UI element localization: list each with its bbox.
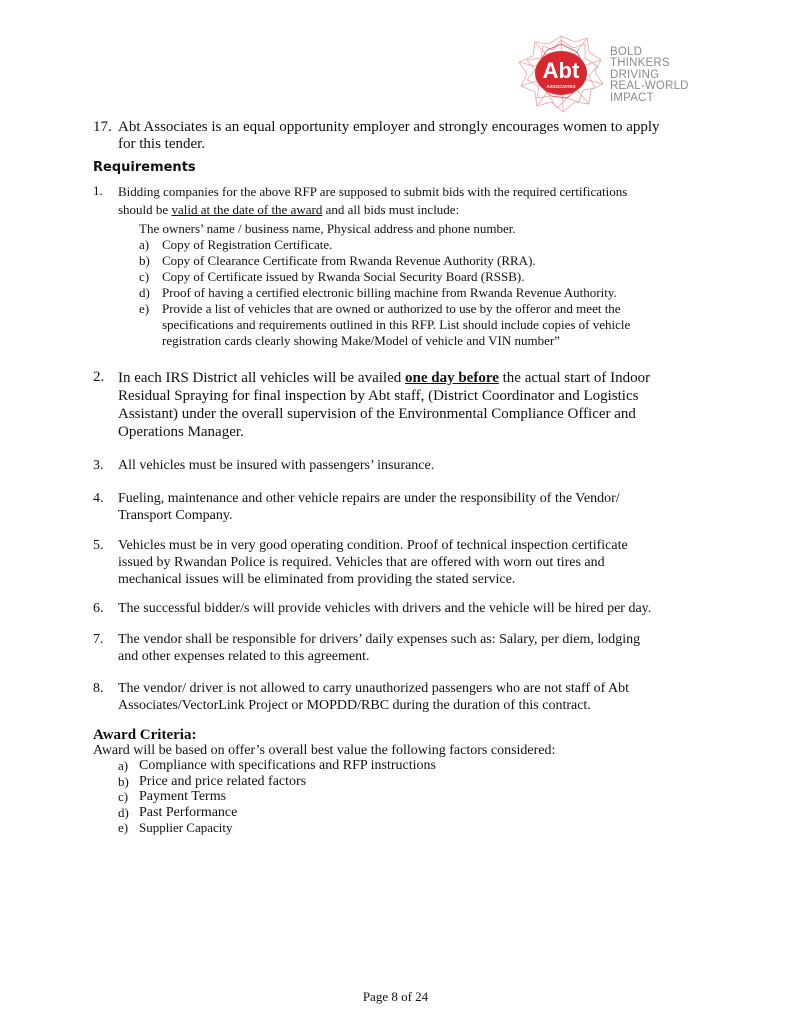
requirements-heading: Requirements [93,160,196,175]
item-number: 2. [93,369,105,385]
requirement-3-text: All vehicles must be insured with passengers’ insurance. [118,458,435,473]
requirement-1-text [118,183,627,219]
logo-subtext: ASSOCIATES [546,84,576,89]
text-line: Transport Company. [118,508,233,523]
requirement-1-subitem-texts [162,237,630,349]
requirement-6-text: The successful bidder/s will provide vehicles with drivers and the vehicle will be hired per day. [118,601,652,616]
text-line: Assistant) under the overall supervision of the Environmental Compliance Officer and [118,406,636,422]
text-line: Vehicles must be in very good operating condition. Proof of technical inspection certificate [118,538,628,553]
item-number: 1. [93,183,103,198]
award-intro: Award will be based on offer’s overall best value the following factors considered: [93,743,556,758]
text-span: and all bids must include: [322,202,460,217]
text-line: Abt Associates is an equal opportunity employer and strongly encourages women to apply [118,119,660,135]
text-line: Operations Manager. [118,424,244,440]
award-criteria-heading: Award Criteria: [93,727,197,743]
criteria-letter: a) [118,758,129,773]
text-line: The vendor/ driver is not allowed to carry unauthorized passengers who are not staff of Abt [118,681,629,696]
underlined-text: valid at the date of the award [171,202,323,217]
subitem-letter: b) [139,253,150,268]
item-number: 3. [93,458,104,473]
logo-text: Abt [542,58,580,83]
subitem-text: specifications and requirements outlined in this RFP. List should include copies of vehicle [162,317,631,332]
item-number: 6. [93,601,104,616]
requirement-8-text [118,680,629,714]
text-line [118,369,650,387]
tagline-line: THINKERS [610,57,670,70]
emphasis-text: one day before [405,370,499,386]
text-span: In each IRS District all vehicles will be availed [118,370,405,386]
criteria-text: Payment Terms [139,789,227,804]
criteria-text: Compliance with specifications and RFP instructions [139,758,436,773]
item-number: 5. [93,538,104,553]
owners-line: The owners’ name / business name, Physical address and phone number. [139,221,516,236]
item-number: 4. [93,491,104,506]
subitem-letter: d) [139,285,150,300]
subitem-text: Provide a list of vehicles that are owned or authorized to use by the offeror and meet the [162,301,621,316]
criteria-letter: d) [118,804,129,820]
item-number: 7. [93,632,104,647]
criteria-text: Price and price related factors [139,773,307,789]
page-number: Page 8 of 24 [362,989,429,1004]
criteria-text: Past Performance [139,804,238,820]
text-line [118,201,627,219]
item-17-text [118,119,660,153]
item-number: 8. [93,681,104,696]
text-line: The vendor shall be responsible for drivers’ daily expenses such as: Salary, per diem, lodging [118,632,641,647]
award-criteria-texts [139,758,436,836]
subitem-letter: a) [139,237,150,252]
criteria-text: Supplier Capacity [139,820,233,835]
text-line: Associates/VectorLink Project or MOPDD/RBC during the duration of this contract. [118,698,591,713]
text-line: and other expenses related to this agreement. [118,649,370,664]
criteria-letter: e) [118,820,129,835]
subitem-text: Copy of Clearance Certificate from Rwanda Revenue Authority (RRA). [162,253,536,268]
text-span: should be [118,202,172,217]
abt-logo [515,34,607,114]
requirement-1-subitems [139,237,150,317]
requirement-5-text [118,537,628,588]
tagline-line: REAL-WORLD [610,80,689,93]
text-line: Residual Spraying for final inspection by Abt staff, (District Coordinator and Logistics [118,388,639,404]
subitem-letter: e) [139,301,150,316]
subitem-text: Copy of Registration Certificate. [162,237,333,252]
subitem-text: Copy of Certificate issued by Rwanda Social Security Board (RSSB). [162,269,525,284]
requirement-7-text [118,631,640,665]
item-number: 17. [93,119,112,135]
subitem-letter: c) [139,269,150,284]
tagline-line: BOLD [610,46,643,58]
award-criteria-letters [118,758,129,836]
text-line: Bidding companies for the above RFP are supposed to submit bids with the required certifications [118,184,628,199]
criteria-letter: c) [118,789,129,804]
requirement-4-text [118,490,620,524]
text-line: issued by Rwandan Police is required. Vehicles that are offered with worn out tires and [118,555,605,570]
tagline-line: DRIVING [610,68,660,81]
subitem-text: Proof of having a certified electronic billing machine from Rwanda Revenue Authority. [162,285,617,300]
requirement-2-text [118,369,650,441]
logo-tagline [610,47,689,104]
text-line: for this tender. [118,136,206,152]
criteria-letter: b) [118,773,129,789]
text-line: Fueling, maintenance and other vehicle repairs are under the responsibility of the Vendor/ [118,491,620,506]
text-line: mechanical issues will be eliminated from providing the stated service. [118,572,516,587]
tagline-line: IMPACT [610,91,654,104]
text-span: the actual start of Indoor [498,370,651,386]
subitem-text: registration cards clearly showing Make/Model of vehicle and VIN number” [162,333,560,348]
